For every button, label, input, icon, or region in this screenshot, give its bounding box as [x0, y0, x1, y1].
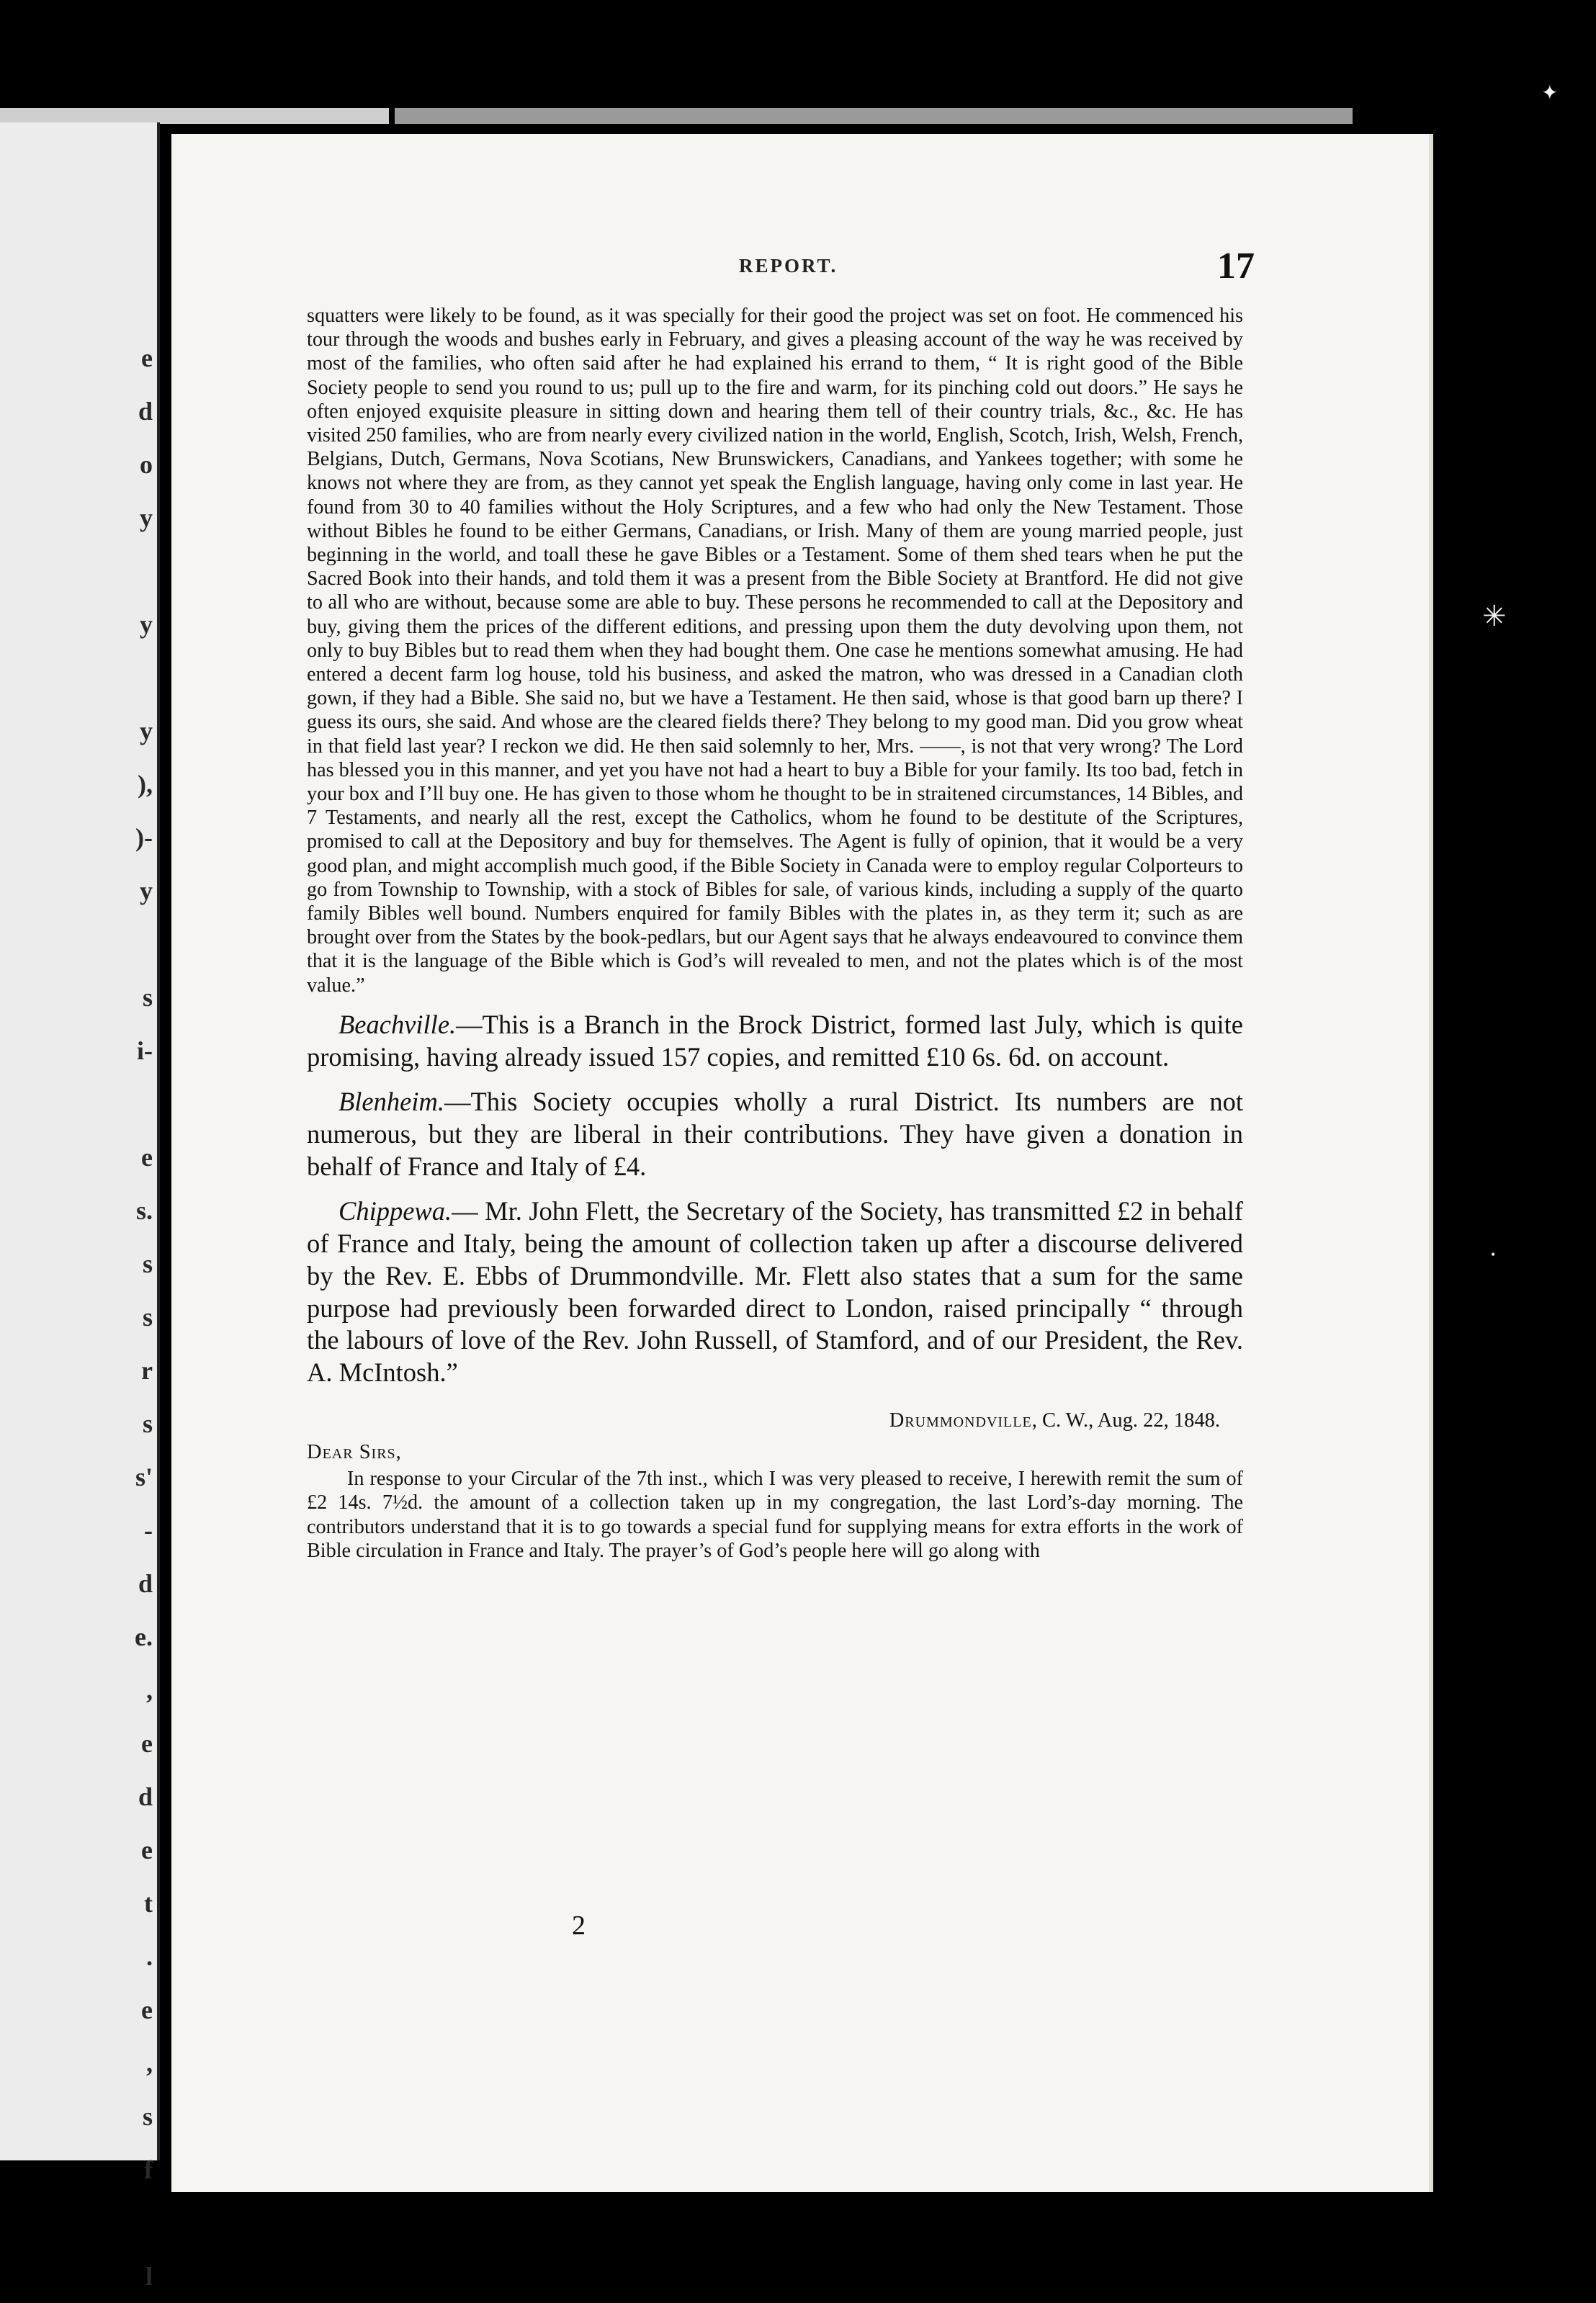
beachville-heading: Beachville.: [339, 1009, 457, 1039]
chippewa-paragraph: [307, 1195, 1243, 1388]
spacer: [307, 1389, 1243, 1408]
blenheim-paragraph: [307, 1086, 1243, 1182]
blenheim-text: —This Society occupies wholly a rural District. Its numbers are not numerous, but they are liberal in their contributions. They have given a donation in behalf of France and Italy of £4.: [307, 1087, 1243, 1181]
agent-report-paragraph: squatters were likely to be found, as it was specially for their good the project was set on foot. He commenced his tour through the woods and bushes early in February, and gives a pleasing account of the way he was received by most of the families, who often said after he had explained his errand to them, “ It is right good of the Bible Society people to send you round to us; pull up to the fire and warm, for its pinching cold out doors.” He says he often enjoyed exquisite pleasure in sitting down and hearing them tell of their country trials, &c., &c. He has visited 250 families, who are from nearly every civilized nation in the world, English, Scotch, Irish, Welsh, French, Belgians, Dutch, Germans, Nova Scotians, New Brunswickers, Canadians, and Yankees together; with some he knows not where they are from, as they cannot yet speak the English language, having only come in last year. He found from 30 to 40 families without the Holy Scriptures, and a few who had only the New Testament. Those without Bibles he found to be either Germans, Canadians, or Irish. Many of them are young married people, just beginning in the world, and toall these he gave Bibles or a Testament. Some of them shed tears when he put the Sacred Book into their hands, and told them it was a present from the Bible Society at Brantford. He did not give to all who are without, because some are able to buy. These persons he recommended to call at the Depository and buy, giving them the prices of the different editions, and pressing upon them the duty devolving upon them, not only to buy Bibles but to read them when they had bought them. One case he mentions somewhat amusing. He had entered a decent farm log house, told his business, and asked the matron, who was dressed in a Canadian cloth gown, if they had a Bible. She said no, but we have a Testament. He then said, whose is that good barn up there? I guess its ours, she said. And whose are the cleared fields there? They belong to my good man. Did you grow wheat in that field last year? I reckon we did. He then said solemnly to her, Mrs. ——, is not that very wrong? The Lord has blessed you in this manner, and yet you have not had a heart to buy a Bible for your family. Its too bad, fetch in your box and I’ll buy one. He has given to those whom he thought to be in straitened circumstances, 14 Bibles, and 7 Testaments, and nearly all the rest, except the Catholics, whom he found to be destitute of the Scriptures, promised to call at the Depository and buy for themselves. The Agent is fully of opinion, that it would be a very good plan, and might accomplish much good, if the Bible Society in Canada were to employ regular Colporteurs to go from Township to Township, with a stock of Bibles for sale, of various kinds, including a supply of the quarto family Bibles well bound. Numbers enquired for family Bibles with the plates in, as they term it; such as are brought over from the States by the book-pedlars, but our Agent says that he always endeavoured to convince them that it is the language of the Bible which is God’s will revealed to men, and not the plates which is of the most value.”: [307, 305, 1243, 997]
page-number: 17: [1217, 246, 1255, 287]
chippewa-heading: Chippewa.: [339, 1196, 452, 1226]
facing-page: [0, 122, 160, 2291]
dust-speck: ✦: [1541, 82, 1559, 104]
spacer: [307, 1182, 1243, 1195]
spacer: [307, 997, 1243, 1009]
scan-bed-edge: [395, 108, 1353, 124]
signature-mark: 2: [572, 1911, 586, 1941]
dust-speck: ✳: [1482, 600, 1507, 632]
facing-page-top-edge: [0, 108, 389, 124]
facing-page-edge-text: e d o y y y ), )- y s i- e s. s s r s s' - d e. , e d e t . e , s f l: [135, 344, 153, 2291]
dust-speck: •: [1491, 1247, 1496, 1262]
running-head: REPORT.: [739, 255, 838, 277]
beachville-text: —This is a Branch in the Brock District, formed last July, which is quite promising, having already issued 157 copies, and remitted £10 6s. 6d. on account.: [307, 1009, 1243, 1072]
dateline-date: , C. W., Aug. 22, 1848.: [1031, 1409, 1220, 1432]
letter-salutation: Dear Sirs,: [307, 1440, 402, 1463]
letter-body: In response to your Circular of the 7th inst., which I was very pleased to receive, I herewith remit the sum of £2 14s. 7½d. the amount of a collection taken up in my congregation, the last Lord’s-day morning. The contributors understand that it is to go towards a special fund for supplying means for extra efforts in the work of Bible circulation in France and Italy. The prayer’s of God’s people here will go along with: [307, 1467, 1243, 1563]
beachville-paragraph: [307, 1009, 1243, 1073]
chippewa-text: — Mr. John Flett, the Secretary of the Society, has transmitted £2 in behalf of France and Italy, being the amount of collection taken up after a discourse delivered by the Rev. E. Ebbs of Drummondville. Mr. Flett also states that a sum for the same purpose had previously been forwarded direct to London, raised principally “ through the labours of love of the Rev. John Russell, of Stamford, and of our President, the Rev. A. McIntosh.”: [307, 1196, 1243, 1387]
blenheim-heading: Blenheim.: [339, 1087, 444, 1117]
page-body: [307, 304, 1243, 1563]
spacer: [307, 1073, 1243, 1086]
dateline-place: Drummondville: [889, 1409, 1032, 1432]
letter-dateline: [307, 1408, 1243, 1434]
document-page: [171, 134, 1433, 2192]
